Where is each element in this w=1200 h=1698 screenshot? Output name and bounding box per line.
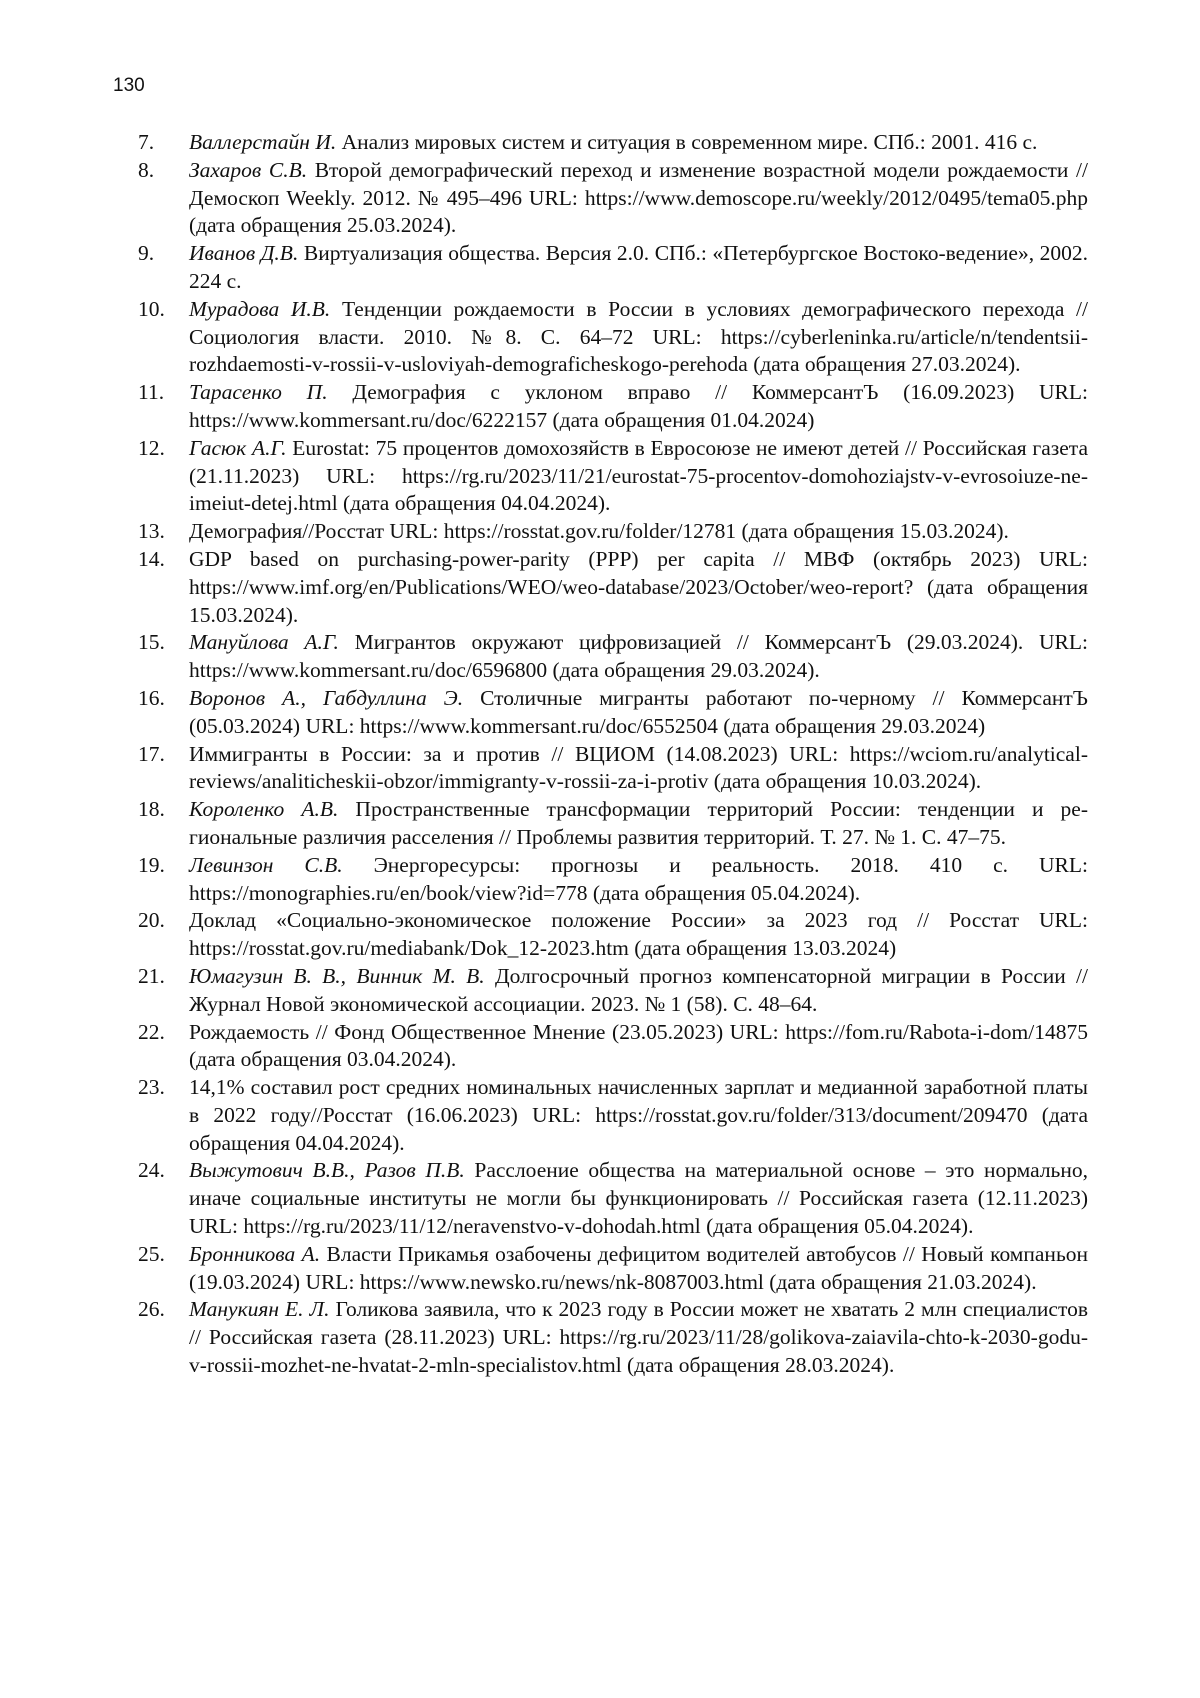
page-number: 130 [113,74,145,98]
reference-number: 23. [138,1074,186,1102]
reference-item [138,1074,1088,1157]
reference-text: Мигрантов окружают цифровизацией // КоммерсантЪ (29.03.2024). URL: https://www.kommersant.ru/doc/6596800 (дата обращения 29.03.2024). [189,630,1088,682]
reference-text: 14,1% составил рост средних номинальных начисленных зарплат и медианной заработной платы в 2022 году//Росстат (16.06.2023) URL: https://rosstat.gov.ru/​folder/313/document/209470 (дата обращения 04.04.2024). [189,1075,1088,1155]
reference-author: Юмагузин В. В., Винник М. В. [189,964,485,988]
reference-text: Власти Прикамья озабочены дефицитом водителей автобусов // Новый компаньон (19.03.2024) URL: https://www.newsko.ru/news/nk-8087003.html (дата обращения 21.03.2024). [189,1242,1088,1294]
reference-number: 9. [138,240,186,268]
reference-text: Столичные мигранты работают по-черному // КоммерсантЪ (05.03.2024) URL: https://www.kommersant.ru/doc/6552504 (дата обращения 29.03.2024) [189,686,1088,738]
reference-item [138,963,1088,1019]
reference-number: 13. [138,518,186,546]
reference-item [138,629,1088,685]
reference-number: 11. [138,379,186,407]
reference-author: Воронов А., Габдуллина Э. [189,686,463,710]
reference-item [138,435,1088,518]
reference-author: Левинзон С.В. [189,853,343,877]
reference-list [138,129,1088,1380]
reference-item [138,379,1088,435]
reference-text: Энергоресурсы: прогнозы и реальность. 2018. 410 с. URL: https://monographies.ru/en/book/view?id=778 (дата обращения 05.04.2024). [189,853,1088,905]
reference-text: Долгосрочный прогноз компенсаторной миграции в России // Журнал Новой экономической ассоциации. 2023. № 1 (58). С. 48–64. [189,964,1088,1016]
reference-item [138,1296,1088,1379]
reference-text: Пространственные трансформации территорий России: тенденции и ре-гиональные различия расселения // Проблемы развития территорий. Т. 27. № 1. С. 47–75. [189,797,1088,849]
reference-item [138,546,1088,629]
reference-author: Манукиян Е. Л. [189,1297,329,1321]
reference-text: Анализ мировых систем и ситуация в современном мире. СПб.: 2001. 416 с. [336,130,1037,154]
reference-text: Голикова заявила, что к 2023 году в России может не хватать 2 млн специалистов // Российская газета (28.11.2023) URL: https://rg.ru/2023/11/28/golikova-​zaiavila-chto-k-2030-godu-v-rossii-mozhet-ne-hvatat-2-mln-specialistov.html (дата обращения 28.03.2024). [189,1297,1088,1377]
reference-number: 18. [138,796,186,824]
reference-text: Демография с уклоном вправо // КоммерсантЪ (16.09.2023) URL: https://www.kommersant.ru/doc/6222157 (дата обращения 01.04.2024) [189,380,1088,432]
reference-text: Иммигранты в России: за и против // ВЦИОМ (14.08.2023) URL: https://wciom.ru/​analytical-reviews/analiticheskii-obzor/immigranty-v-rossii-za-i-protiv (дата обращения 10.03.2024). [189,742,1088,794]
reference-text: Расслоение общества на материальной основе – это нормально, иначе социальные институты не могли бы функционировать // Российская газета (12.11.2023) URL: https://rg.ru/2023/11/12/neravenstvo-v-dohodah.html (дата обращения 05.04.2024). [189,1158,1088,1238]
reference-author: Мануйлова А.Г. [189,630,339,654]
reference-number: 8. [138,157,186,185]
reference-item [138,1157,1088,1240]
reference-text: Доклад «Социально-экономическое положение России» за 2023 год // Росстат URL: https://rosstat.gov.ru/mediabank/Dok_12-2023.htm (дата обращения 13.03.2024) [189,908,1088,960]
reference-author: Мурадова И.В. [189,297,330,321]
reference-number: 25. [138,1241,186,1269]
reference-number: 14. [138,546,186,574]
reference-item [138,1241,1088,1297]
reference-item [138,157,1088,240]
reference-item [138,296,1088,379]
reference-author: Захаров С.В. [189,158,307,182]
reference-number: 10. [138,296,186,324]
reference-number: 17. [138,741,186,769]
reference-number: 22. [138,1019,186,1047]
reference-number: 7. [138,129,186,157]
reference-item [138,240,1088,296]
reference-text: GDP based on purchasing-power-parity (PPP) per capita // МВФ (октябрь 2023) URL: https://www.imf.org/en/Publications/WEO/weo-database/2023/October/weo-report? (дата обращения 15.03.2024). [189,547,1088,627]
reference-item [138,852,1088,908]
reference-author: Короленко А.В. [189,797,338,821]
reference-author: Тарасенко П. [189,380,328,404]
reference-item [138,907,1088,963]
reference-author: Гасюк А.Г. [189,436,286,460]
reference-item [138,685,1088,741]
reference-number: 16. [138,685,186,713]
reference-number: 15. [138,629,186,657]
reference-number: 12. [138,435,186,463]
reference-item [138,129,1088,157]
reference-item [138,741,1088,797]
reference-author: Иванов Д.В. [189,241,298,265]
reference-author: Выжутович В.В., Разов П.В. [189,1158,465,1182]
reference-author: Бронникова А. [189,1242,320,1266]
reference-text: Тенденции рождаемости в России в условиях демографического перехода // Социология власти. 2010. №8. С. 64–72 URL: https://cyberleninka.ru/article/​n/tendentsii-rozhdaemosti-v-rossii-v-usloviyah-demograficheskogo-perehoda (дата обращения 27.03.2024). [189,297,1088,377]
reference-item [138,1019,1088,1075]
reference-text: Eurostat: 75 процентов домохозяйств в Евросоюзе не имеют детей // Российская газета (21.11.2023) URL: https://rg.ru/2023/11/21/eurostat-75-procentov-​domohoziajstv-v-evrosoiuze-ne-imeiut-detej.html (дата обращения 04.04.2024). [189,436,1088,516]
reference-text: Рождаемость // Фонд Общественное Мнение (23.05.2023) URL: https://fom.ru/Rabota-i-​dom/14875 (дата обращения 03.04.2024). [189,1020,1088,1072]
reference-text: Второй демографический переход и изменение возрастной модели рождаемости // Демоскоп Weekly. 2012. № 495–496 URL: https://www.demoscope.​ru/weekly/2012/0495/tema05.php (дата обращения 25.03.2024). [189,158,1088,238]
reference-number: 24. [138,1157,186,1185]
reference-number: 21. [138,963,186,991]
reference-number: 26. [138,1296,186,1324]
reference-number: 20. [138,907,186,935]
reference-text: Виртуализация общества. Версия 2.0. СПб.: «Петербургское Востоко-ведение», 2002. 224 с. [189,241,1088,293]
reference-item [138,796,1088,852]
reference-text: Демография//Росстат URL: https://rosstat.gov.ru/folder/12781 (дата обращения 15.03.2024). [189,519,1009,543]
reference-author: Валлерстайн И. [189,130,336,154]
reference-number: 19. [138,852,186,880]
reference-item [138,518,1088,546]
